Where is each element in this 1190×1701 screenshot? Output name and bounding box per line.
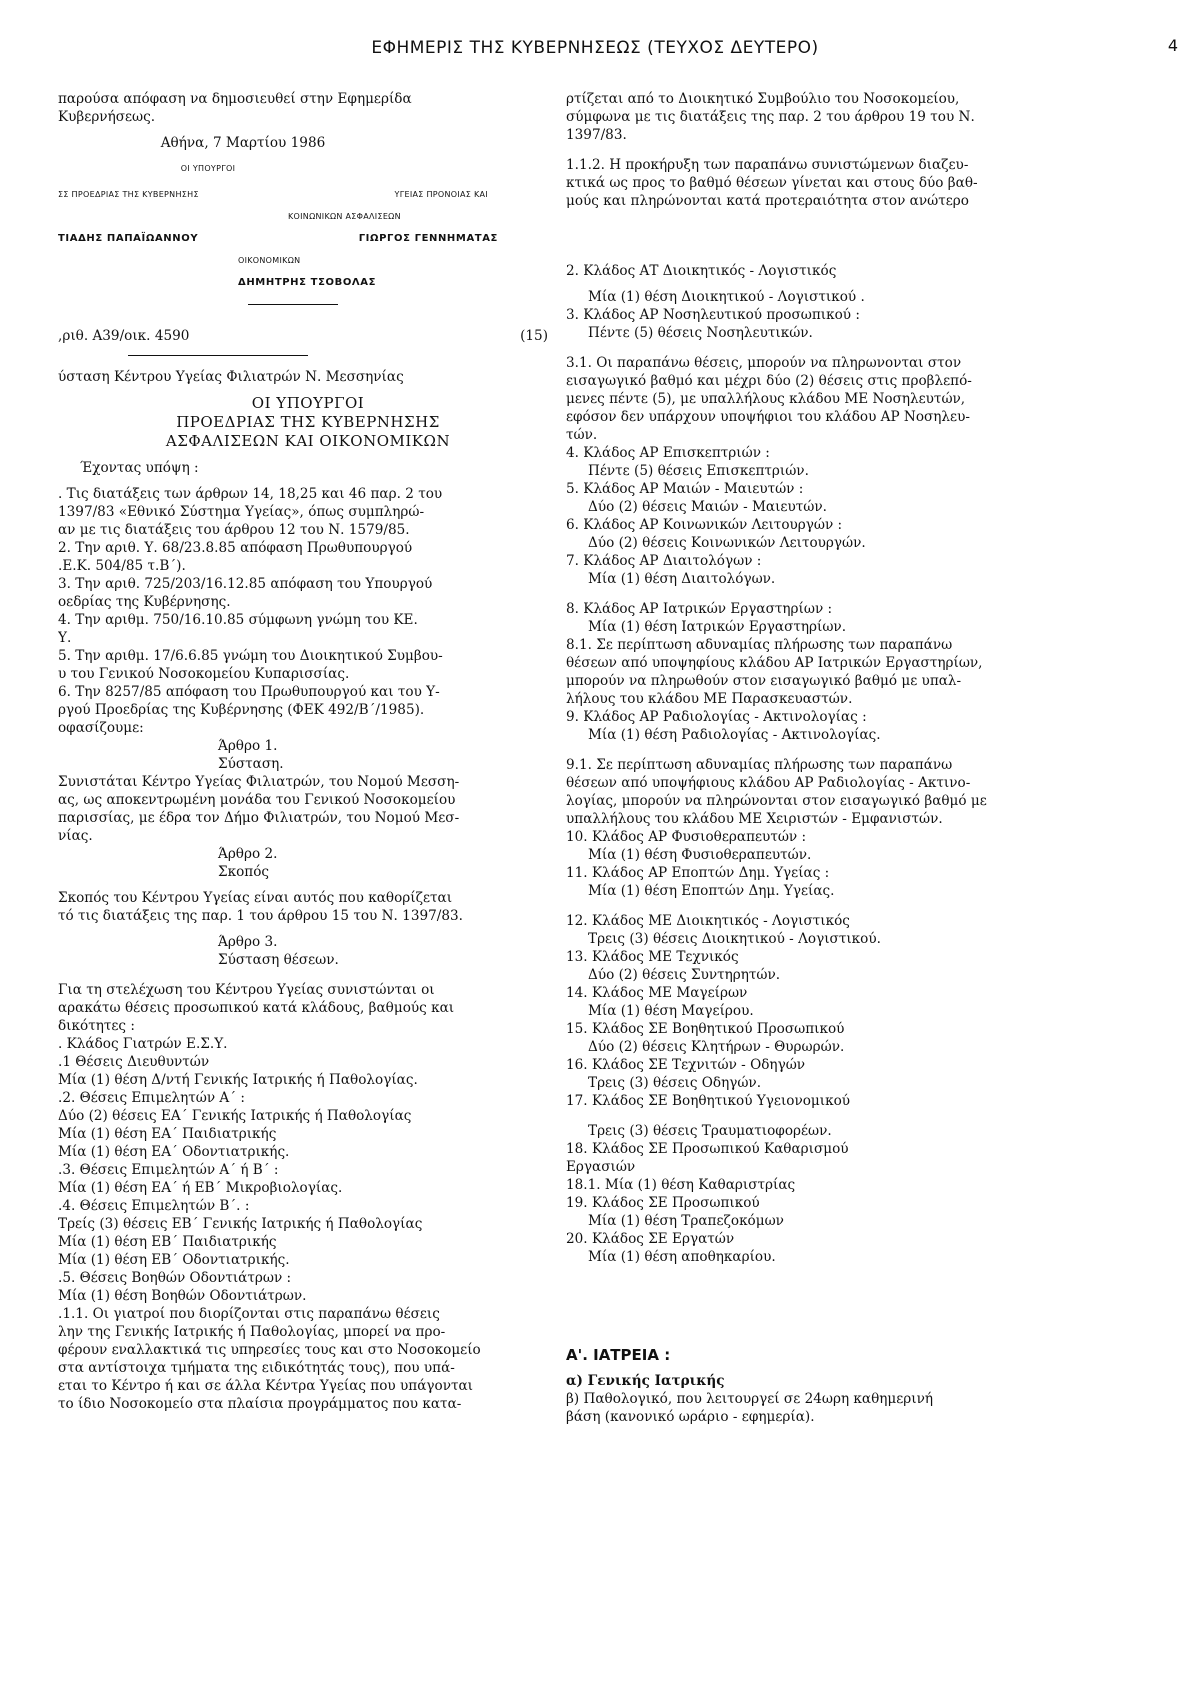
text-line: υπαλλήλους του κλάδου ΜΕ Χειριστών - Εμφανιστών. <box>566 811 943 827</box>
decision-index: (15) <box>520 328 548 344</box>
text-line: μενες πέντε (5), με υπαλλήλους κλάδου ΜΕ Νοσηλευτών, <box>566 391 966 407</box>
text-line: .5. Θέσεις Βοηθών Οδοντιάτρων : <box>58 1270 292 1286</box>
signature-name: ΔΗΜΗΤΡΗΣ ΤΣΟΒΟΛΑΣ <box>238 277 377 288</box>
article-1 <box>58 737 558 845</box>
gazette-title: ΕΦΗΜΕΡΙΣ ΤΗΣ ΚΥΒΕΡΝΗΣΕΩΣ (ΤΕΥΧΟΣ ΔΕΥΤΕΡΟ) <box>371 38 819 58</box>
text-line: λήλους του κλάδου ΜΕ Παρασκευαστών. <box>566 691 853 707</box>
text-line: Δύο (2) θέσεις Μαιών - Μαιευτών. <box>588 499 827 515</box>
section-heading: Α'. ΙΑΤΡΕΙΑ : <box>566 1346 671 1364</box>
text-line: Μία (1) θέση Τραπεζοκόμων <box>588 1213 784 1229</box>
signature-name: ΤΙΑΔΗΣ ΠΑΠΑΪΩΑΝΝΟΥ <box>58 233 199 244</box>
text-line: παρούσα απόφαση να δημοσιευθεί στην Εφημερίδα <box>58 91 412 107</box>
text-line: 7. Κλάδος ΑΡ Διαιτολόγων : <box>566 553 762 569</box>
paragraph <box>566 156 1072 210</box>
right-column <box>566 90 1072 1426</box>
text-line: .Ε.Κ. 504/85 τ.Β΄). <box>58 558 186 574</box>
text-line: ρτίζεται από το Διοικητικό Συμβούλιο του Νοσοκομείου, <box>566 91 960 107</box>
gazette-header <box>0 38 1190 58</box>
text-line: Μία (1) θέση Ιατρικών Εργαστηρίων. <box>588 619 847 635</box>
signature-block <box>58 186 558 305</box>
text-line: λην της Γενικής Ιατρικής ή Παθολογίας, μπορεί να προ- <box>58 1324 446 1340</box>
text-line: εφόσον δεν υπάρχουν υποψήφιοι του κλάδου ΑΡ Νοσηλευ- <box>566 409 970 425</box>
signature-role: ΟΙΚΟΝΟΜΙΚΩΝ <box>238 256 301 265</box>
text-line: Εργασιών <box>566 1159 636 1175</box>
text-line: . Τις διατάξεις των άρθρων 14, 18,25 και 46 παρ. 2 του <box>58 486 443 502</box>
text-line: 14. Κλάδος ΜΕ Μαγείρων <box>566 985 748 1001</box>
text-line: 16. Κλάδος ΣΕ Τεχνιτών - Οδηγών <box>566 1057 806 1073</box>
text-line: 8. Κλάδος ΑΡ Ιατρικών Εργαστηρίων : <box>566 601 833 617</box>
text-line: 13. Κλάδος ΜΕ Τεχνικός <box>566 949 739 965</box>
text-line: Μία (1) θέση ΕΑ΄ Οδοντιατρικής. <box>58 1144 290 1160</box>
text-line: 4. Κλάδος ΑΡ Επισκεπτριών : <box>566 445 770 461</box>
text-line: το ίδιο Νοσοκομείο στα πλαίσια προγράμματος που κατα- <box>58 1396 462 1412</box>
article-subheading: Σύσταση. <box>218 756 284 772</box>
text-line: Σκοπός του Κέντρου Υγείας είναι αυτός που καθορίζεται <box>58 890 453 906</box>
text-line: 1397/83 «Εθνικό Σύστημα Υγείας», όπως συμπληρώ- <box>58 504 425 520</box>
text-line: αν με τις διατάξεις του άρθρου 12 του Ν. 1579/85. <box>58 522 410 538</box>
section-items <box>566 1372 1072 1426</box>
text-line: 4. Την αριθμ. 750/16.10.85 σύμφωνη γνώμη του ΚΕ. <box>58 612 418 628</box>
text-line: λογίας, μπορούν να πληρώνονται στον εισαγωγικό βαθμό με <box>566 793 987 809</box>
signature-name: ΓΙΩΡΓΟΣ ΓΕΝΝΗΜΑΤΑΣ <box>358 233 498 244</box>
text-line: Μία (1) θέση Μαγείρου. <box>588 1003 754 1019</box>
text-line: τό τις διατάξεις της παρ. 1 του άρθρου 15 του Ν. 1397/83. <box>58 908 463 924</box>
text-line: ας, ως αποκεντρωμένη μονάδα του Γενικού Νοσοκομείου <box>58 792 456 808</box>
text-line: Μία (1) θέση ΕΒ΄ Οδοντιατρικής. <box>58 1252 290 1268</box>
text-line: εισαγωγικό βαθμό και μέχρι δύο (2) θέσεις στις προβλεπό- <box>566 373 972 389</box>
article-3 <box>58 933 558 1413</box>
paragraph <box>566 600 1072 744</box>
text-line: παρισσίας, με έδρα τον Δήμο Φιλιατρών, του Νομού Μεσ- <box>58 810 460 826</box>
page-number: 4 <box>1167 36 1178 55</box>
text-line: τών. <box>566 427 598 443</box>
text-line: 12. Κλάδος ΜΕ Διοικητικός - Λογιστικός <box>566 913 850 929</box>
text-line: 9. Κλάδος ΑΡ Ραδιολογίας - Ακτινολογίας : <box>566 709 867 725</box>
text-line: αρακάτω θέσεις προσωπικού κατά κλάδους, βαθμούς και <box>58 1000 455 1016</box>
text-line: 6. Την 8257/85 απόφαση του Πρωθυπουργού και του Υ- <box>58 684 440 700</box>
paragraph <box>566 262 1072 342</box>
text-line: .1 Θέσεις Διευθυντών <box>58 1054 210 1070</box>
paragraph <box>566 756 1072 900</box>
text-line: στα αντίστοιχα τμήματα της ειδικότητάς τους), που υπά- <box>58 1360 455 1376</box>
text-line: Τρεις (3) θέσεις Οδηγών. <box>588 1075 762 1091</box>
text-line: Μία (1) θέση ΕΑ΄ ή ΕΒ΄ Μικροβιολογίας. <box>58 1180 343 1196</box>
list-item: β) Παθολογικό, που λειτουργεί σε 24ωρη καθημερινή <box>566 1391 934 1407</box>
decision-reference <box>58 327 558 345</box>
text-line: Μία (1) θέση Διαιτολόγων. <box>588 571 776 587</box>
reference-number: ,ριθ. Α39/οικ. 4590 <box>58 328 190 344</box>
text-line: Μία (1) θέση ΕΒ΄ Παιδιατρικής <box>58 1234 277 1250</box>
text-line: 3. Την αριθ. 725/203/16.12.85 απόφαση του Υπουργού <box>58 576 433 592</box>
text-line: Για τη στελέχωση του Κέντρου Υγείας συνιστώνται οι <box>58 982 435 998</box>
paragraph <box>566 90 1072 144</box>
text-line: Δύο (2) θέσεις Συντηρητών. <box>588 967 781 983</box>
text-line: εται το Κέντρο ή και σε άλλα Κέντρα Υγείας που υπάγονται <box>58 1378 473 1394</box>
intro-text <box>58 90 558 126</box>
text-line: 2. Κλάδος ΑΤ Διοικητικός - Λογιστικός <box>566 263 837 279</box>
text-line: Μία (1) θέση Φυσιοθεραπευτών. <box>588 847 812 863</box>
text-line: σύμφωνα με τις διατάξεις της παρ. 2 του άρθρου 19 του Ν. <box>566 109 975 125</box>
text-line: 2. Την αριθ. Υ. 68/23.8.85 απόφαση Πρωθυπουργού <box>58 540 413 556</box>
paragraph <box>566 912 1072 1110</box>
paragraph <box>566 354 1072 588</box>
signature-role: ΥΓΕΙΑΣ ΠΡΟΝΟΙΑΣ ΚΑΙ <box>394 190 488 199</box>
ministers-label: ΟΙ ΥΠΟΥΡΓΟΙ <box>180 164 236 173</box>
paragraph <box>566 1122 1072 1266</box>
text-line: 1.1.2. Η προκήρυξη των παραπάνω συνιστώμενων διαζευ- <box>566 157 969 173</box>
text-line: νίας. <box>58 828 93 844</box>
text-line: . Κλάδος Γιατρών Ε.Σ.Υ. <box>58 1036 228 1052</box>
text-line: Τρεις (3) θέσεις Τραυματιοφορέων. <box>588 1123 832 1139</box>
text-line: 3. Κλάδος ΑΡ Νοσηλευτικού προσωπικού : <box>566 307 860 323</box>
text-line: θέσεων από υποψήφιους κλάδου ΑΡ Ραδιολογίας - Ακτινο- <box>566 775 971 791</box>
signature-role: ΚΟΙΝΩΝΙΚΩΝ ΑΣΦΑΛΙΣΕΩΝ <box>288 212 401 221</box>
text-line: μούς και πληρώνονται κατά προτεραιότητα στον ανώτερο <box>566 193 969 209</box>
text-line: 8.1. Σε περίπτωση αδυναμίας πλήρωσης των παραπάνω <box>566 637 953 653</box>
text-line: Μία (1) θέση Βοηθών Οδοντιάτρων. <box>58 1288 307 1304</box>
article-heading: Άρθρο 3. <box>218 934 278 950</box>
text-line: θέσεων από υποψηφίους κλάδου ΑΡ Ιατρικών Εργαστηρίων, <box>566 655 983 671</box>
text-line: 3.1. Οι παραπάνω θέσεις, μπορούν να πληρωνονται στον <box>566 355 962 371</box>
text-line: δικότητες : <box>58 1018 135 1034</box>
list-item: βάση (κανονικό ωράριο - εφημερία). <box>566 1409 815 1425</box>
text-line: Πέντε (5) θέσεις Επισκεπτριών. <box>588 463 809 479</box>
text-line: 6. Κλάδος ΑΡ Κοινωνικών Λειτουργών : <box>566 517 843 533</box>
text-line: υ του Γενικού Νοσοκομείου Κυπαρισσίας. <box>58 666 350 682</box>
list-item: α) Γενικής Ιατρικής <box>566 1373 725 1389</box>
text-line: Μία (1) θέση Διοικητικού - Λογιστικού . <box>588 289 865 305</box>
decision-subject: ύσταση Κέντρου Υγείας Φιλιατρών Ν. Μεσσηνίας <box>58 369 404 385</box>
text-line: 9.1. Σε περίπτωση αδυναμίας πλήρωσης των παραπάνω <box>566 757 953 773</box>
left-column <box>58 90 558 1413</box>
text-line: Δύο (2) θέσεις Κοινωνικών Λειτουργών. <box>588 535 866 551</box>
text-line: Συνιστάται Κέντρο Υγείας Φιλιατρών, του Νομού Μεσση- <box>58 774 460 790</box>
text-line: 18.1. Μία (1) θέση Καθαριστρίας <box>566 1177 796 1193</box>
text-line: Δύο (2) θέσεις Κλητήρων - Θυρωρών. <box>588 1039 845 1055</box>
text-line: 5. Κλάδος ΑΡ Μαιών - Μαιευτών : <box>566 481 804 497</box>
text-line: 19. Κλάδος ΣΕ Προσωπικού <box>566 1195 760 1211</box>
text-line: 1397/83. <box>566 127 627 143</box>
date-line: Αθήνα, 7 Μαρτίου 1986 <box>160 135 326 151</box>
text-line: Τρεις (3) θέσεις Διοικητικού - Λογιστικού. <box>588 931 881 947</box>
text-line: Πέντε (5) θέσεις Νοσηλευτικών. <box>588 325 813 341</box>
text-line: 11. Κλάδος ΑΡ Εποπτών Δημ. Υγείας : <box>566 865 830 881</box>
text-line: 15. Κλάδος ΣΕ Βοηθητικού Προσωπικού <box>566 1021 845 1037</box>
text-line: .4. Θέσεις Επιμελητών Β΄. : <box>58 1198 250 1214</box>
text-line: Κυβερνήσεως. <box>58 109 156 125</box>
text-line: .1.1. Οι γιατροί που διορίζονται στις παραπάνω θέσεις <box>58 1306 440 1322</box>
text-line: 5. Την αριθμ. 17/6.6.85 γνώμη του Διοικητικού Συμβου- <box>58 648 443 664</box>
text-line: Τρείς (3) θέσεις ΕΒ΄ Γενικής Ιατρικής ή Παθολογίας <box>58 1216 423 1232</box>
article-subheading: Σκοπός <box>218 864 270 880</box>
text-line: Μία (1) θέση Δ/ντή Γενικής Ιατρικής ή Παθολογίας. <box>58 1072 418 1088</box>
text-line: μπορούν να πληρωθούν στον εισαγωγικό βαθμό με υπαλ- <box>566 673 962 689</box>
text-line: 17. Κλάδος ΣΕ Βοηθητικού Υγειονομικού <box>566 1093 851 1109</box>
text-line: οφασίζουμε: <box>58 720 144 736</box>
considerations-list <box>58 485 558 737</box>
article-subheading: Σύσταση θέσεων. <box>218 952 339 968</box>
text-line: Μία (1) θέση Εποπτών Δημ. Υγείας. <box>588 883 835 899</box>
article-heading: Άρθρο 2. <box>218 846 278 862</box>
text-line: 20. Κλάδος ΣΕ Εργατών <box>566 1231 735 1247</box>
text-line: 18. Κλάδος ΣΕ Προσωπικού Καθαρισμού <box>566 1141 849 1157</box>
having-regard: Έχοντας υπόψη : <box>80 460 199 476</box>
text-line: Υ. <box>58 630 72 646</box>
ministers-title: ΟΙ ΥΠΟΥΡΓΟΙ ΠΡΟΕΔΡΙΑΣ ΤΗΣ ΚΥΒΕΡΝΗΣΗΣ ΑΣΦΑΛΙΣΕΩΝ ΚΑΙ ΟΙΚΟΝΟΜΙΚΩΝ <box>165 394 451 450</box>
text-line: .2. Θέσεις Επιμελητών Α΄ : <box>58 1090 245 1106</box>
text-line: οεδρίας της Κυβέρνησης. <box>58 594 231 610</box>
text-line: Δύο (2) θέσεις ΕΑ΄ Γενικής Ιατρικής ή Παθολογίας <box>58 1108 412 1124</box>
text-line: ργού Προεδρίας της Κυβέρνησης (ΦΕΚ 492/Β΄/1985). <box>58 702 425 718</box>
text-line: Μία (1) θέση αποθηκαρίου. <box>588 1249 776 1265</box>
text-line: 10. Κλάδος ΑΡ Φυσιοθεραπευτών : <box>566 829 807 845</box>
text-line: φέρουν εναλλακτικά τις υπηρεσίες τους και στο Νοσοκομείο <box>58 1342 481 1358</box>
article-heading: Άρθρο 1. <box>218 738 278 754</box>
signature-role: ΣΣ ΠΡΟΕΔΡΙΑΣ ΤΗΣ ΚΥΒΕΡΝΗΣΗΣ <box>58 190 199 199</box>
text-line: κτικά ως προς το βαθμό θέσεων γίνεται και στους δύο βαθ- <box>566 175 978 191</box>
text-line: Μία (1) θέση ΕΑ΄ Παιδιατρικής <box>58 1126 277 1142</box>
text-line: .3. Θέσεις Επιμελητών Α΄ ή Β΄ : <box>58 1162 279 1178</box>
text-line: Μία (1) θέση Ραδιολογίας - Ακτινολογίας. <box>588 727 881 743</box>
article-2 <box>58 845 558 925</box>
